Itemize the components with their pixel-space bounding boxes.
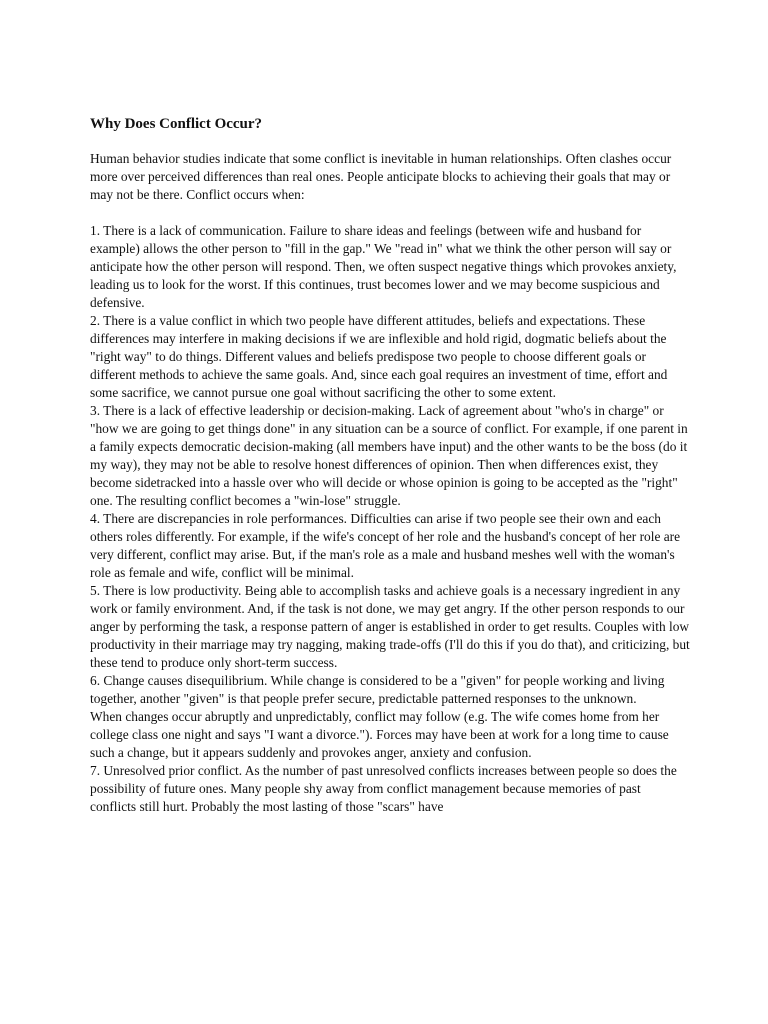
paragraph-7: 7. Unresolved prior conflict. As the number of past unresolved conflicts increases between people so does the possibility of future ones. Many people shy away from conflict management because memories of past conflicts still hurt. Probably the most lasting of those "scars" have <box>90 763 677 814</box>
intro-paragraph: Human behavior studies indicate that some conflict is inevitable in human relationships. Often clashes occur more over perceived differences than real ones. People anticipate blocks to achieving their goals that may or may not be there. Conflict occurs when: <box>90 151 672 202</box>
page-title: Why Does Conflict Occur? <box>90 116 263 132</box>
paragraph-6-continued: When changes occur abruptly and unpredictably, conflict may follow (e.g. The wife comes home from her college class one night and says "I want a divorce."). Forces may have been at work for a long time to cause such a change, but it appears suddenly and provokes anger, anxiety and confusion. <box>90 709 669 760</box>
document-body <box>90 114 690 816</box>
paragraph-6: 6. Change causes disequilibrium. While change is considered to be a "given" for people working and living together, another "given" is that people prefer secure, predictable patterned responses to the unknown. <box>90 673 665 706</box>
paragraph-2: 2. There is a value conflict in which two people have different attitudes, beliefs and expectations. These differences may interfere in making decisions if we are inflexible and hold rigid, dogmatic beliefs about the "right way" to do things. Different values and beliefs predispose two people to choose different goals or different methods to achieve the same goals. And, since each goal requires an investment of time, effort and some sacrifice, we cannot pursue one goal without sacrificing the other to some extent. <box>90 313 668 400</box>
paragraph-5: 5. There is low productivity. Being able to accomplish tasks and achieve goals is a necessary ingredient in any work or family environment. And, if the task is not done, we may get angry. If the other person responds to our anger by performing the task, a response pattern of anger is established in order to get results. Couples with low productivity in their marriage may try nagging, making trade-offs (I'll do this if you do that), and criticizing, but these tend to produce only short-term success. <box>90 583 690 670</box>
paragraph-4: 4. There are discrepancies in role performances. Difficulties can arise if two people see their own and each others roles differently. For example, if the wife's concept of her role and the husband's concept of her role are very different, conflict may arise. But, if the man's role as a male and husband meshes well with the woman's role as female and wife, conflict will be minimal. <box>90 511 681 580</box>
paragraph-1: 1. There is a lack of communication. Failure to share ideas and feelings (between wife and husband for example) allows the other person to "fill in the gap." We "read in" what we think the other person will say or anticipate how the other person will respond. Then, we often suspect negative things which provokes anxiety, leading us to look for the worst. If this continues, trust becomes lower and we may become suspicious and defensive. <box>90 223 677 310</box>
paragraph-3: 3. There is a lack of effective leadership or decision-making. Lack of agreement about "who's in charge" or "how we are going to get things done" in any situation can be a source of conflict. For example, if one parent in a family expects democratic decision-making (all members have input) and the other wants to be the boss (do it my way), they may not be able to resolve honest differences of opinion. Then when differences exist, they become sidetracked into a hassle over who will decide or whose opinion is going to be accepted as the "right" one. The resulting conflict becomes a "win-lose" struggle. <box>90 403 688 508</box>
